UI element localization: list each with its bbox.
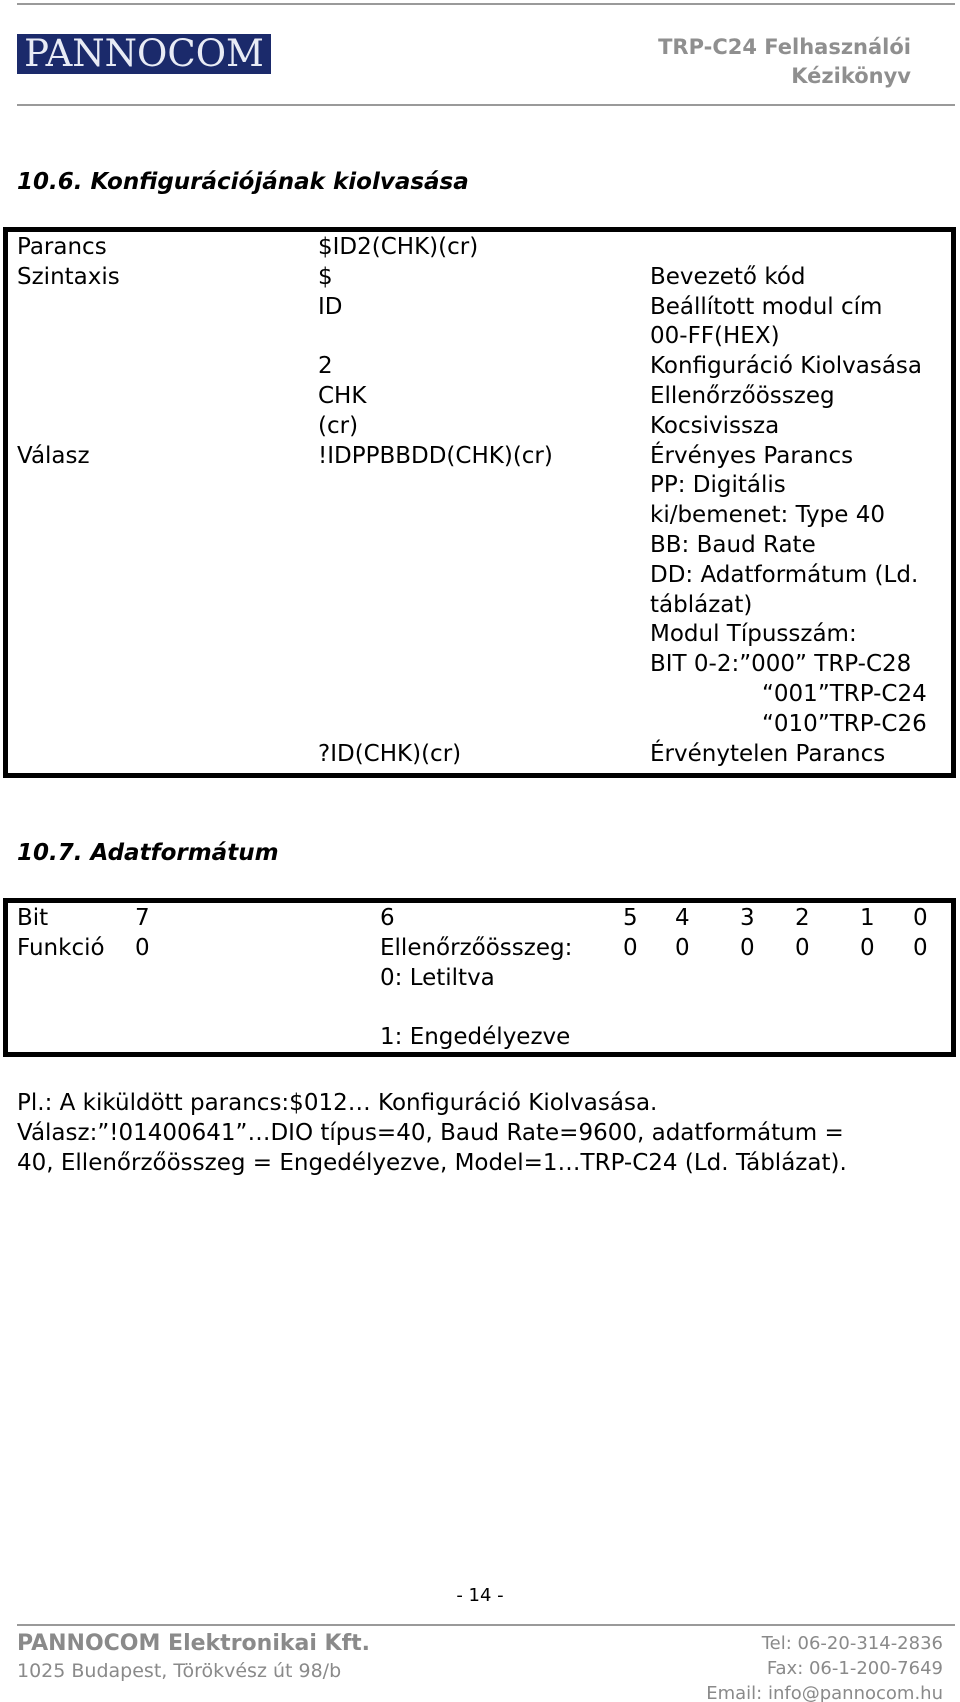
func-bit-7: 0 [135,935,150,961]
bit-label: Bit [17,905,49,931]
bit-7: 7 [135,905,150,931]
command-cell: CHK [318,383,367,409]
command-cell: ?ID(CHK)(cr) [318,741,462,767]
pannocom-logo: PANNOCOM [17,34,271,74]
document-title [581,33,911,91]
command-cell: !IDPPBBDD(CHK)(cr) [318,443,553,469]
func-bit-2: 0 [795,935,810,961]
command-cell: “001”TRP-C24 [762,681,927,707]
command-cell: Bevezető kód [650,264,806,290]
command-cell: Válasz [17,443,90,469]
header-rule [17,104,955,106]
bit-5: 5 [623,905,638,931]
page-number: - 14 - [456,1585,504,1606]
func-bit-5: 0 [623,935,638,961]
section-heading-10-6: 10.6. Konfigurációjának kiolvasása [17,169,469,195]
footer-contact [706,1631,943,1702]
footer-company: PANNOCOM Elektronikai Kft. [17,1631,371,1656]
command-cell: ID [318,294,343,320]
bit-3: 3 [740,905,755,931]
command-cell: BB: Baud Rate [650,532,816,558]
command-cell: Konfiguráció Kiolvasása [650,353,923,379]
function-label: Funkció [17,935,105,961]
command-cell: Érvényes Parancs [650,443,854,469]
example-line-2: Válasz:”!01400641”…DIO típus=40, Baud Rate=9600, adatformátum = [17,1120,844,1146]
command-cell: Parancs [17,234,107,260]
footer-rule [17,1624,955,1626]
command-cell: $ID2(CHK)(cr) [318,234,479,260]
command-cell: 2 [318,353,333,379]
top-rule [17,3,955,5]
checksum-enabled: 1: Engedélyezve [380,1024,571,1050]
command-cell: Beállított modul cím [650,294,883,320]
command-cell: “010”TRP-C26 [762,711,927,737]
section-heading-10-7: 10.7. Adatformátum [17,840,279,866]
command-cell: Ellenőrzőösszeg [650,383,835,409]
command-cell: $ [318,264,333,290]
document-title-line2: Kézikönyv [791,64,911,88]
command-cell: DD: Adatformátum (Ld. [650,562,919,588]
document-title-line1: TRP-C24 Felhasználói [658,35,911,59]
bit-0: 0 [913,905,928,931]
command-cell: Érvénytelen Parancs [650,741,886,767]
func-bit-4: 0 [675,935,690,961]
func-bit-3: 0 [740,935,755,961]
bit-1: 1 [860,905,875,931]
example-line-3: 40, Ellenőrzőösszeg = Engedélyezve, Model=1…TRP-C24 (Ld. Táblázat). [17,1150,847,1176]
bit-6: 6 [380,905,395,931]
footer-email[interactable]: Email: info@pannocom.hu [706,1683,943,1702]
command-cell: 00-FF(HEX) [650,323,780,349]
footer-tel: Tel: 06-20-314-2836 [761,1633,943,1654]
command-cell: Szintaxis [17,264,120,290]
command-cell: Modul Típusszám: [650,621,857,647]
func-bit-1: 0 [860,935,875,961]
command-cell: ki/bemenet: Type 40 [650,502,885,528]
footer-fax: Fax: 06-1-200-7649 [766,1658,943,1679]
func-bit-0: 0 [913,935,928,961]
bit-4: 4 [675,905,690,931]
command-cell: Kocsivissza [650,413,780,439]
command-cell: BIT 0-2:”000” TRP-C28 [650,651,912,677]
func-bit-6: Ellenőrzőösszeg: [380,935,573,961]
command-cell: PP: Digitális [650,472,786,498]
footer-address: 1025 Budapest, Törökvész út 98/b [17,1660,342,1682]
command-cell: (cr) [318,413,359,439]
example-line-1: Pl.: A kiküldött parancs:$012… Konfiguráció Kiolvasása. [17,1090,658,1116]
command-cell: táblázat) [650,592,753,618]
bit-2: 2 [795,905,810,931]
checksum-disabled: 0: Letiltva [380,965,495,991]
